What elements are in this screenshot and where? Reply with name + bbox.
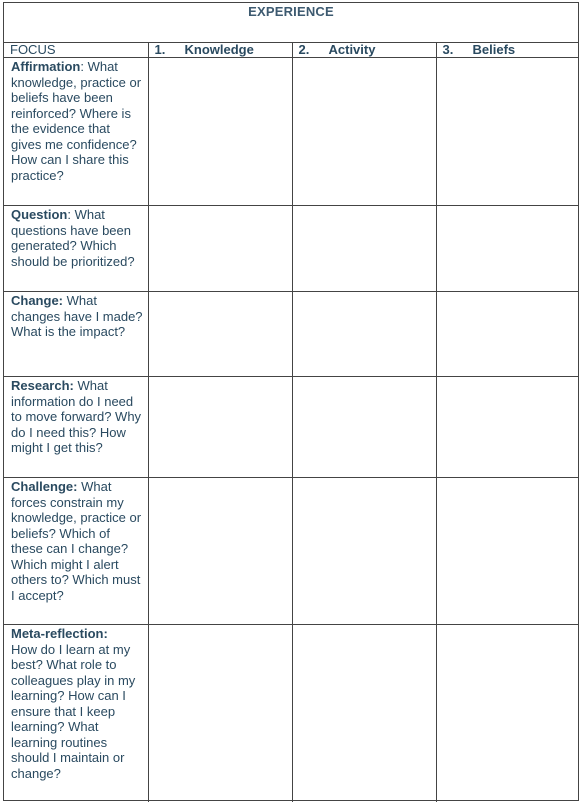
knowledge-cell[interactable] (148, 58, 292, 206)
activity-cell[interactable] (292, 478, 436, 625)
reflection-sheet (3, 2, 579, 801)
header-focus: FOCUS (4, 43, 148, 58)
focus-separator: : (67, 207, 75, 222)
header-activity (292, 43, 436, 58)
header-knowledge-number: 1. (154, 42, 166, 57)
focus-prompt: What changes have I made? What is the impact? (11, 293, 143, 339)
activity-cell[interactable] (292, 625, 436, 802)
focus-cell-change (4, 292, 148, 377)
knowledge-cell[interactable] (148, 478, 292, 625)
focus-prompt: How do I learn at my best? What role to colleagues play in my learning? How can I ensure that I keep learning? What learning routines should I maintain or change? (11, 641, 136, 781)
focus-cell-challenge (4, 478, 148, 625)
header-beliefs-number: 3. (442, 42, 454, 57)
focus-heading: Meta-reflection: (11, 626, 108, 641)
row-question (4, 206, 578, 292)
focus-heading: Research: (11, 378, 74, 393)
focus-cell-question (4, 206, 148, 292)
activity-cell[interactable] (292, 206, 436, 292)
header-knowledge (148, 43, 292, 58)
knowledge-cell[interactable] (148, 377, 292, 478)
activity-cell[interactable] (292, 377, 436, 478)
focus-separator: : (80, 59, 88, 74)
row-research (4, 377, 578, 478)
row-challenge (4, 478, 578, 625)
activity-cell[interactable] (292, 58, 436, 206)
sheet-title: EXPERIENCE (248, 4, 334, 19)
focus-cell-research (4, 377, 148, 478)
beliefs-cell[interactable] (436, 292, 578, 377)
focus-cell-affirmation (4, 58, 148, 206)
beliefs-cell[interactable] (436, 58, 578, 206)
header-activity-label: Activity (328, 42, 376, 57)
header-beliefs (436, 43, 578, 58)
knowledge-cell[interactable] (148, 206, 292, 292)
focus-prompt: What knowledge, practice or beliefs have been reinforced? Where is the evidence that gives me confidence? How can I share this practice? (11, 59, 142, 183)
focus-cell-meta-reflection (4, 625, 148, 802)
focus-heading: Question (11, 207, 68, 222)
knowledge-cell[interactable] (148, 292, 292, 377)
row-change (4, 292, 578, 377)
reflection-table (4, 43, 578, 802)
focus-prompt: What information do I need to move forward? Why do I need this? How might I get this? (11, 378, 142, 455)
row-meta-reflection (4, 625, 578, 802)
focus-heading: Affirmation (11, 59, 81, 74)
focus-heading: Change: (11, 293, 63, 308)
activity-cell[interactable] (292, 292, 436, 377)
focus-prompt: What forces constrain my knowledge, practice or beliefs? Which of these can I change? Which might I alert others to? Which must I accept? (11, 479, 142, 603)
header-row (4, 43, 578, 58)
header-beliefs-label: Beliefs (472, 42, 516, 57)
beliefs-cell[interactable] (436, 625, 578, 802)
header-activity-number: 2. (298, 42, 310, 57)
focus-prompt: What questions have been generated? Which should be prioritized? (11, 207, 135, 269)
header-knowledge-label: Knowledge (184, 42, 254, 57)
beliefs-cell[interactable] (436, 206, 578, 292)
beliefs-cell[interactable] (436, 377, 578, 478)
row-affirmation (4, 58, 578, 206)
knowledge-cell[interactable] (148, 625, 292, 802)
beliefs-cell[interactable] (436, 478, 578, 625)
title-row (4, 3, 578, 43)
focus-heading: Challenge: (11, 479, 78, 494)
